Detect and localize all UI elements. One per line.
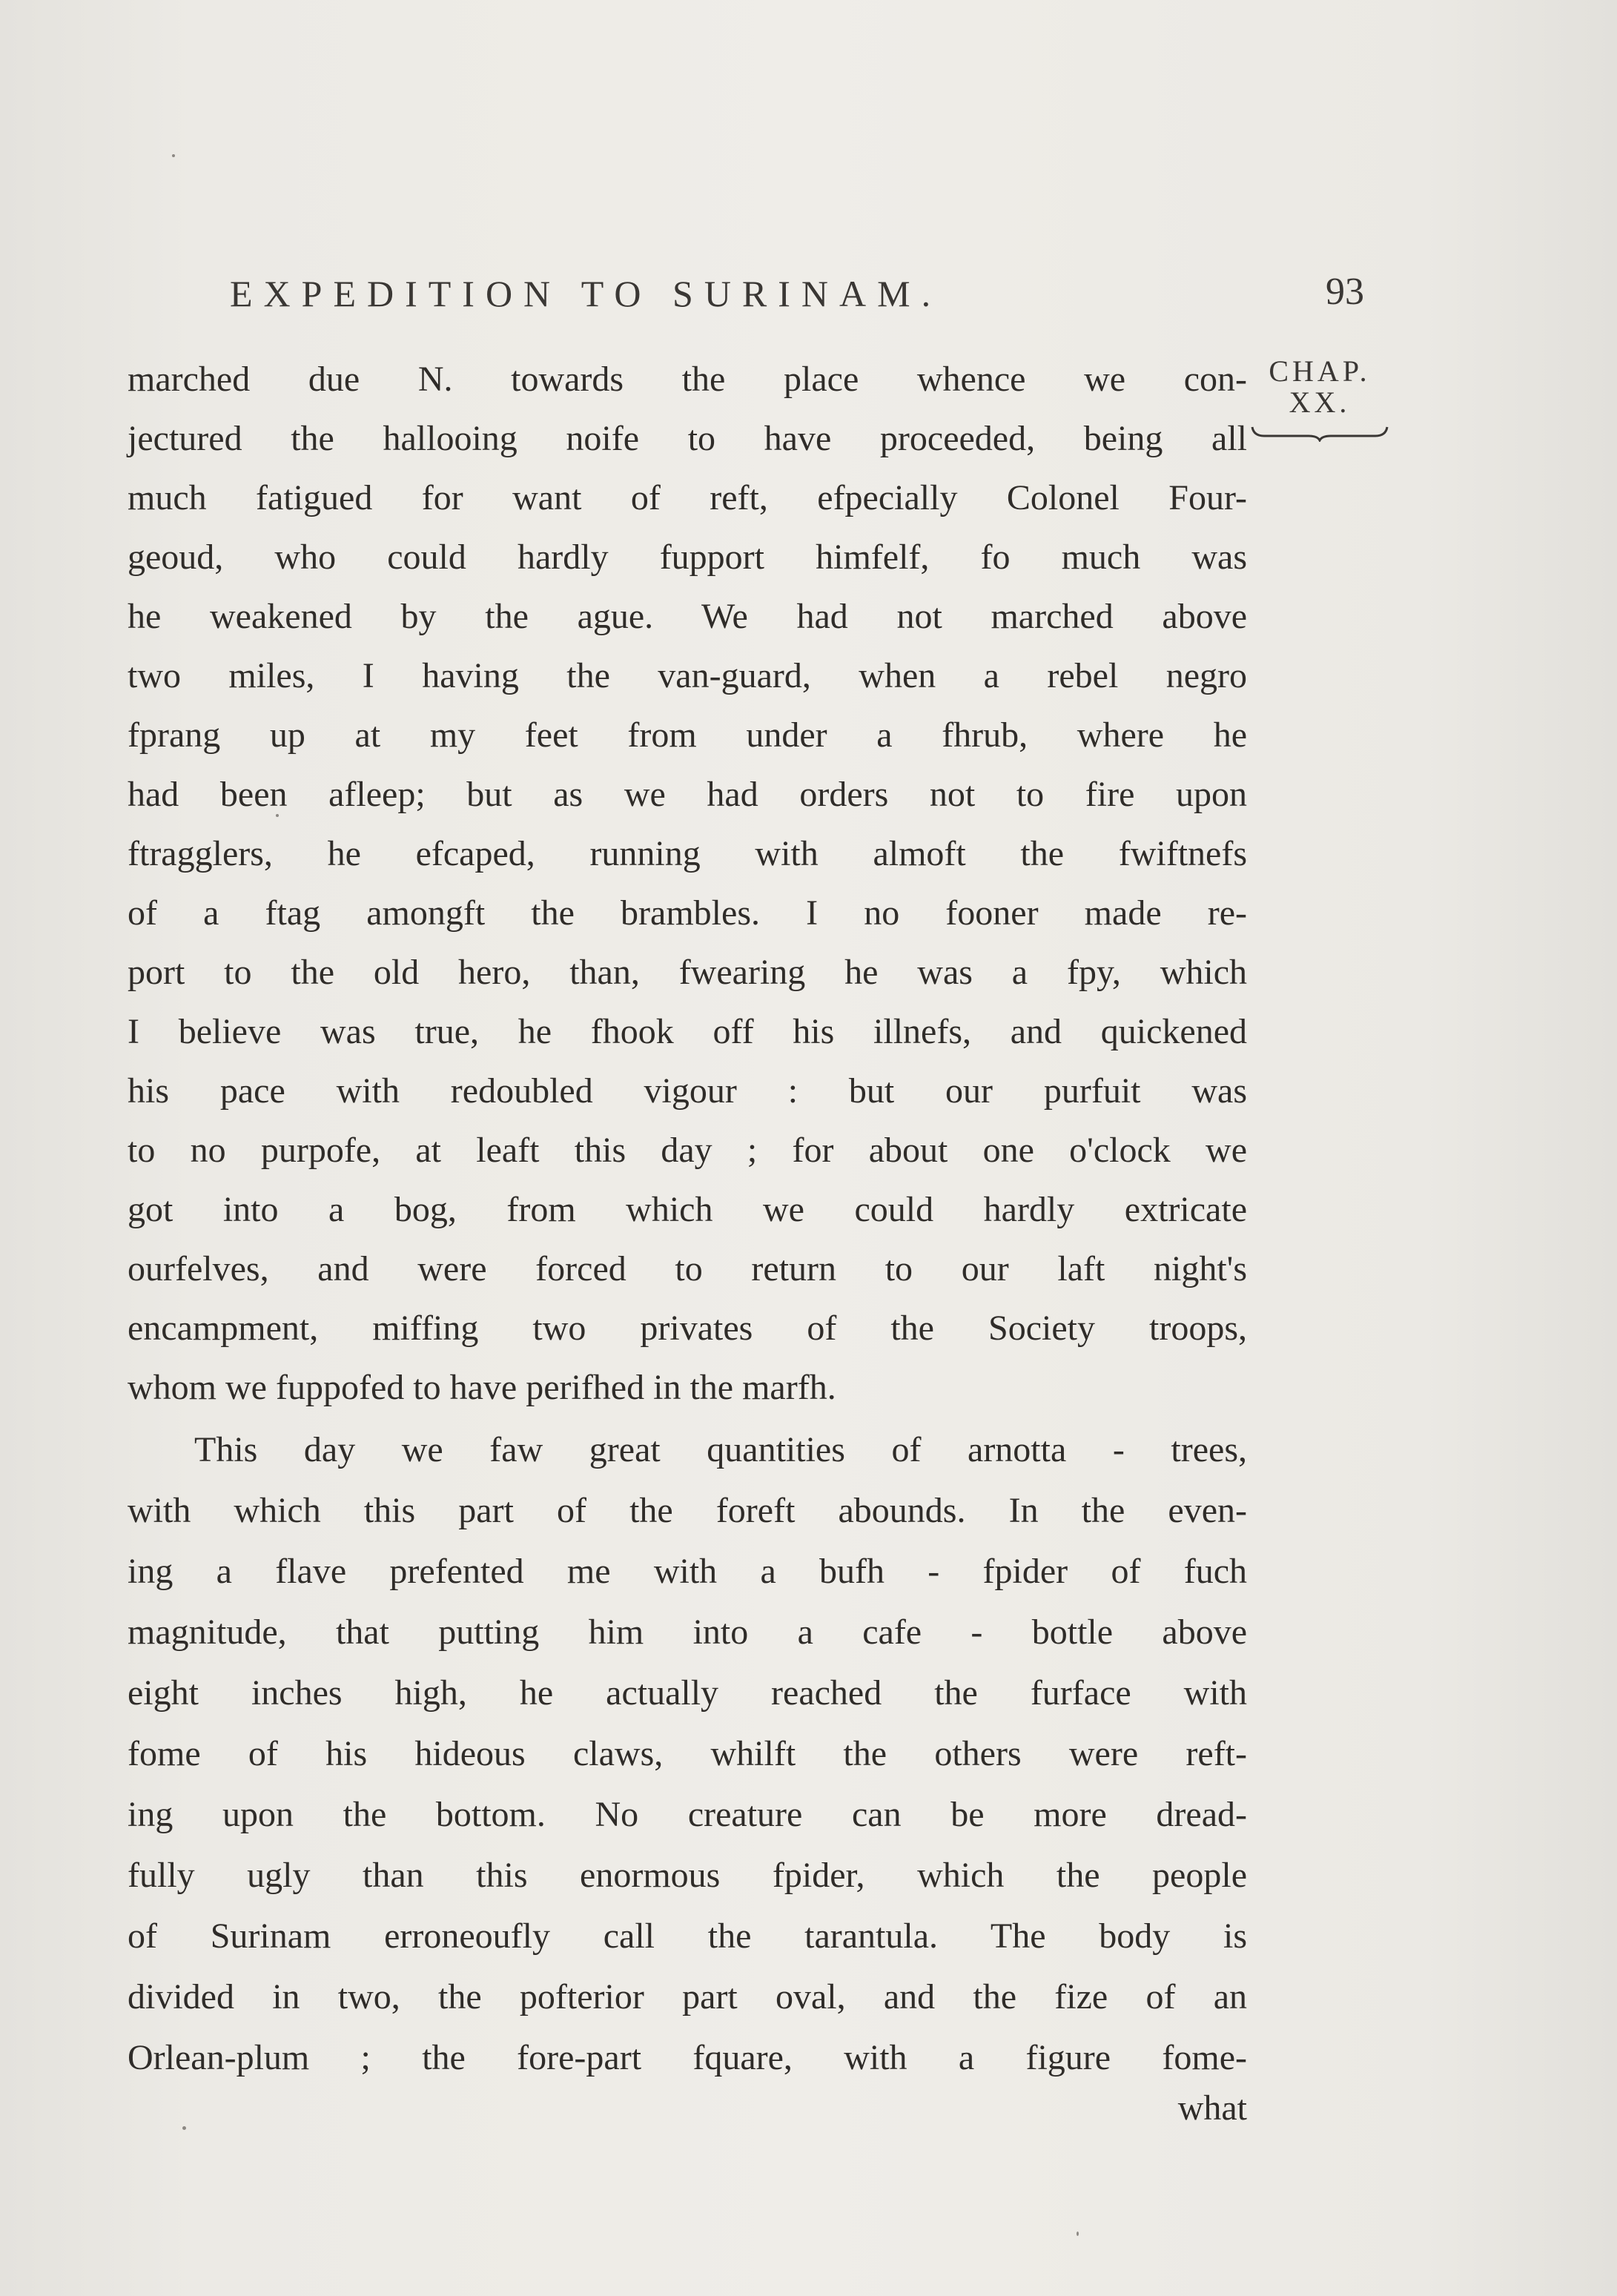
text-line: ourfelves, and were forced to return to our laft night's [128, 1249, 1247, 1288]
text-line: much fatigued for want of reft, efpecially Colonel Four- [128, 478, 1247, 517]
text-line: jectured the hallooing noife to have proceeded, being all [128, 419, 1247, 458]
text-line: magnitude, that putting him into a cafe - bottle above [128, 1612, 1247, 1652]
running-title: EXPEDITION TO SURINAM. [230, 273, 942, 314]
text-line: encampment, miffing two privates of the Society troops, [128, 1309, 1247, 1348]
chapter-number: XX. [1289, 386, 1351, 419]
paper-speck [276, 814, 279, 817]
text-line: two miles, I having the van-guard, when a rebel negro [128, 656, 1247, 695]
paper-speck [182, 2126, 186, 2130]
text-line: ftragglers, he efcaped, running with almoft the fwiftnefs [128, 834, 1247, 873]
paper-speck [172, 154, 175, 157]
text-line: geoud, who could hardly fupport himfelf, fo much was [128, 537, 1247, 577]
text-line: Orlean-plum ; the fore-part fquare, with a figure fome- [128, 2038, 1247, 2077]
text-line: This day we faw great quantities of arnotta - trees, [194, 1430, 1247, 1469]
text-line: to no purpofe, at leaft this day ; for about one o'clock we [128, 1131, 1247, 1170]
text-line: fully ugly than this enormous fpider, which the people [128, 1856, 1247, 1895]
text-line: of a ftag amongft the brambles. I no fooner made re- [128, 893, 1247, 933]
chapter-brace-icon [1249, 424, 1390, 442]
text-line: whom we fuppofed to have perifhed in the marfh. [128, 1368, 836, 1407]
text-line: fome of his hideous claws, whilft the others were reft- [128, 1734, 1247, 1773]
paper-speck [1077, 2232, 1079, 2236]
page-number: 93 [1326, 271, 1364, 313]
text-line: ing a flave prefented me with a bufh - fpider of fuch [128, 1552, 1247, 1591]
text-line: with which this part of the foreft abounds. In the even- [128, 1491, 1247, 1530]
text-line: got into a bog, from which we could hardly extricate [128, 1190, 1247, 1229]
text-line: had been afleep; but as we had orders not to fire upon [128, 775, 1247, 814]
text-line: divided in two, the pofterior part oval, and the fize of an [128, 1977, 1247, 2017]
text-line: fprang up at my feet from under a fhrub, where he [128, 715, 1247, 755]
text-line: eight inches high, he actually reached the furface with [128, 1673, 1247, 1713]
text-line: I believe was true, he fhook off his illnefs, and quickened [128, 1012, 1247, 1051]
text-line: his pace with redoubled vigour : but our purfuit was [128, 1071, 1247, 1111]
chapter-label: CHAP. [1269, 354, 1371, 388]
text-line: of Surinam erroneoufly call the tarantula. The body is [128, 1916, 1247, 1956]
chapter-margin-note [1246, 353, 1394, 442]
text-line: ing upon the bottom. No creature can be more dread- [128, 1795, 1247, 1834]
text-line: port to the old hero, than, fwearing he was a fpy, which [128, 953, 1247, 992]
catchword: what [1177, 2088, 1247, 2128]
text-line: he weakened by the ague. We had not marched above [128, 597, 1247, 636]
text-line: marched due N. towards the place whence we con- [128, 360, 1247, 399]
